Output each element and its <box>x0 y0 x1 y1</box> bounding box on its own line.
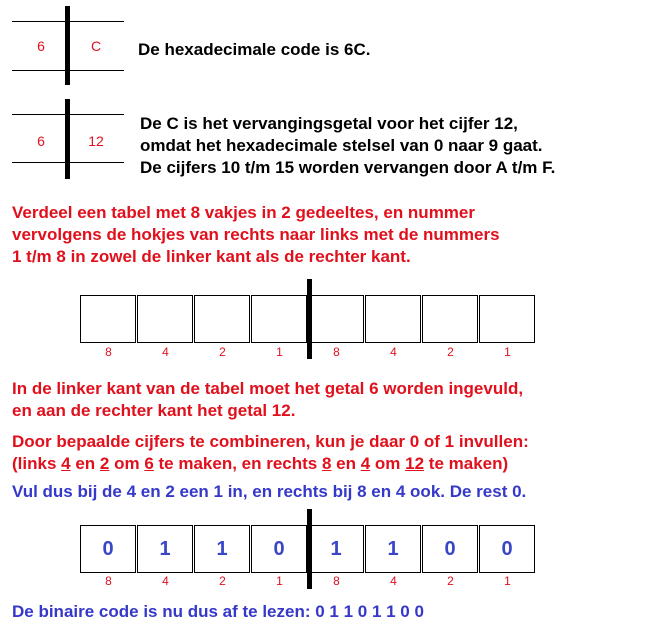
example2-line-3: De cijfers 10 t/m 15 worden vervangen door A t/m F. <box>140 158 556 177</box>
result-text: De binaire code is nu dus af te lezen: 0 1 1 0 1 1 0 0 <box>12 602 424 621</box>
line4-text: te maken) <box>424 454 509 473</box>
line4-text: en <box>70 454 100 473</box>
line4-text: om <box>109 454 145 473</box>
cell-label: 2 <box>447 574 454 588</box>
cell-label: 2 <box>219 345 226 359</box>
line4-underlined-8: 8 <box>321 454 332 473</box>
cell-label: 1 <box>504 345 511 359</box>
empty-cell <box>479 295 535 343</box>
instruction-line-2: vervolgens de hokjes van rechts naar links met de nummers <box>12 225 500 244</box>
cell-label: 4 <box>162 574 169 588</box>
cell-label: 4 <box>390 574 397 588</box>
filled-cell: 1 <box>308 525 364 573</box>
empty-table-labels <box>80 345 536 359</box>
example1-divider <box>65 6 70 85</box>
example2-left-digit: 6 <box>37 133 45 149</box>
explanation-line-4 <box>12 453 508 474</box>
line4-underlined-12: 12 <box>405 454 425 473</box>
filled-cell: 0 <box>251 525 307 573</box>
empty-cell <box>137 295 193 343</box>
example1-text: De hexadecimale code is 6C. <box>138 40 371 59</box>
line4-text: te maken, en rechts <box>153 454 322 473</box>
filled-cell: 0 <box>80 525 136 573</box>
cell-label: 2 <box>219 574 226 588</box>
cell-label: 1 <box>276 574 283 588</box>
cell-label: 8 <box>333 345 340 359</box>
example2-line-2: omdat het hexadecimale stelsel van 0 naar 9 gaat. <box>140 136 543 155</box>
empty-cell <box>251 295 307 343</box>
example1-right-digit: C <box>90 38 102 54</box>
filled-cell: 0 <box>422 525 478 573</box>
cell-label: 1 <box>504 574 511 588</box>
cell-label: 2 <box>447 345 454 359</box>
line4-text: (links <box>12 454 62 473</box>
empty-cell <box>422 295 478 343</box>
filled-cell: 0 <box>479 525 535 573</box>
filled-cell: 1 <box>137 525 193 573</box>
line4-text: om <box>370 454 406 473</box>
instruction-line-1: Verdeel een tabel met 8 vakjes in 2 gedeeltes, en nummer <box>12 203 475 222</box>
filled-cell: 1 <box>365 525 421 573</box>
filled-cell: 1 <box>194 525 250 573</box>
example2-divider <box>65 99 70 179</box>
example2-line-1: De C is het vervangingsgetal voor het cijfer 12, <box>140 114 518 133</box>
empty-cell <box>308 295 364 343</box>
line4-underlined-2: 2 <box>99 454 110 473</box>
explanation-line-5: Vul dus bij de 4 en 2 een 1 in, en rechts bij 8 en 4 ook. De rest 0. <box>12 482 527 501</box>
cell-label: 8 <box>105 574 112 588</box>
line4-text: en <box>331 454 361 473</box>
cell-label: 4 <box>162 345 169 359</box>
instruction-line-3: 1 t/m 8 in zowel de linker kant als de rechter kant. <box>12 247 411 266</box>
empty-cell <box>194 295 250 343</box>
empty-cell <box>80 295 136 343</box>
line4-underlined-4b: 4 <box>360 454 371 473</box>
explanation-line-3: Door bepaalde cijfers te combineren, kun je daar 0 of 1 invullen: <box>12 432 529 451</box>
filled-table-labels <box>80 574 536 588</box>
line4-underlined-4: 4 <box>61 454 71 473</box>
explanation-line-2: en aan de rechter kant het getal 12. <box>12 401 296 420</box>
cell-label: 8 <box>105 345 112 359</box>
line4-underlined-6: 6 <box>144 454 154 473</box>
example1-left-digit: 6 <box>37 38 45 54</box>
empty-cell <box>365 295 421 343</box>
cell-label: 8 <box>333 574 340 588</box>
example2-right-digit: 12 <box>88 133 104 149</box>
explanation-line-1: In de linker kant van de tabel moet het getal 6 worden ingevuld, <box>12 379 524 398</box>
cell-label: 1 <box>276 345 283 359</box>
cell-label: 4 <box>390 345 397 359</box>
